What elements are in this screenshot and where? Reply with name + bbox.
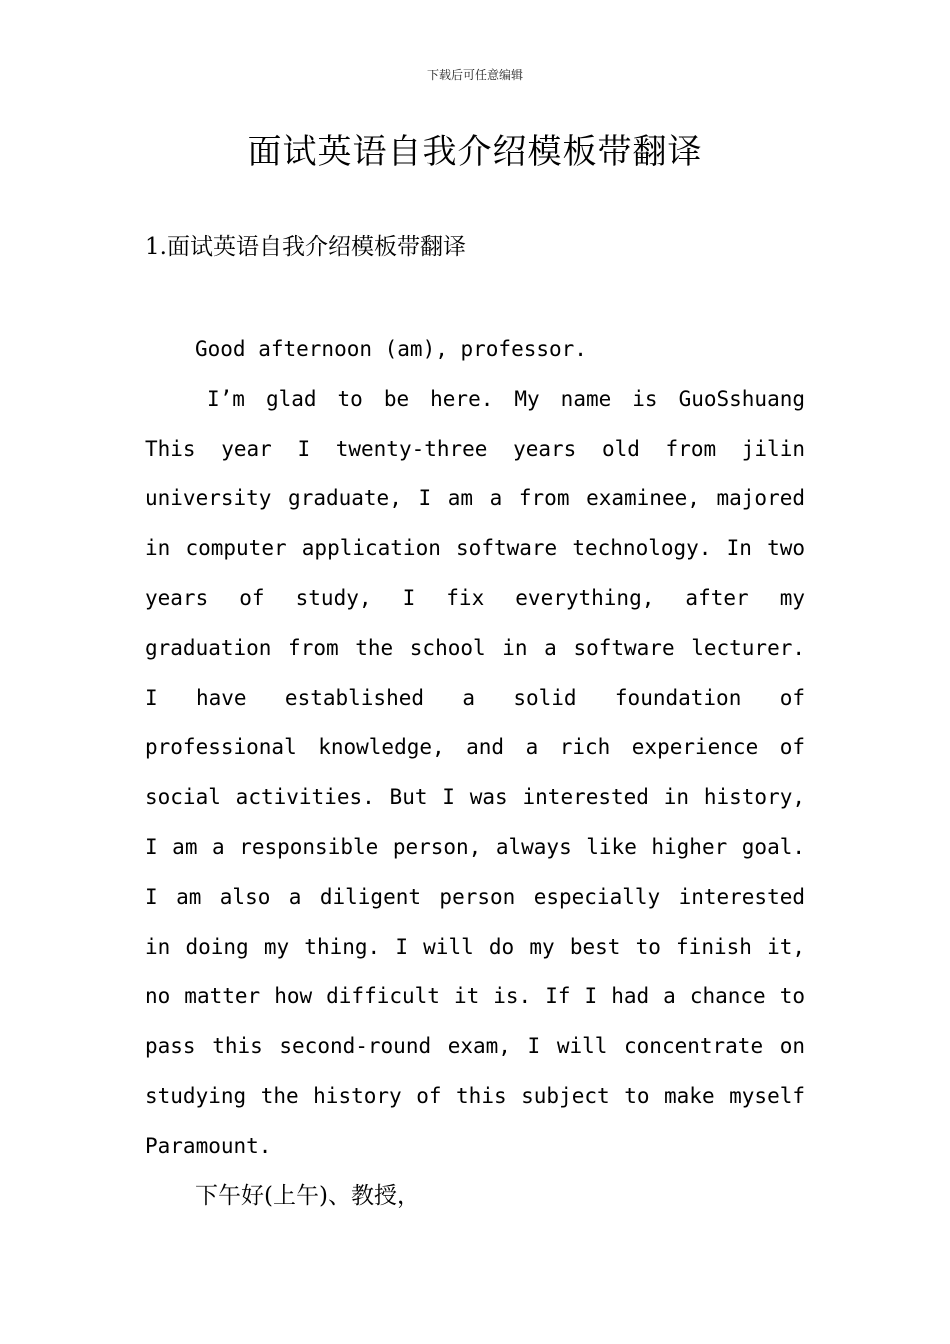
header-note: 下载后可任意编辑	[426, 68, 523, 82]
paragraph-line: This year I twenty-three years old from jilin	[145, 436, 805, 461]
document-title: 面试英语自我介绍模板带翻译	[247, 132, 703, 172]
paragraph-line: I have established a solid foundation of	[145, 685, 805, 710]
section-heading: 1.面试英语自我介绍模板带翻译	[145, 234, 466, 260]
paragraph-line: I am a responsible person, always like higher goal.	[145, 834, 805, 859]
paragraph-line: graduation from the school in a software lecturer.	[145, 635, 805, 660]
paragraph-line: social activities. But I was interested in history,	[145, 785, 805, 810]
paragraph-line: in doing my thing. I will do my best to finish it,	[145, 934, 805, 959]
paragraph-line: university graduate, I am a from examinee, majored	[145, 486, 805, 511]
paragraph-line: I’m glad to be here. My name is GuoSshuang	[207, 386, 805, 411]
document-body	[145, 325, 805, 1221]
english-greeting: Good afternoon (am), professor.	[195, 337, 587, 361]
chinese-greeting: 下午好(上午)、教授，	[195, 1182, 420, 1209]
paragraph-line: years of study, I fix everything, after my	[145, 585, 805, 610]
paragraph-line: professional knowledge, and a rich experience of	[145, 735, 805, 760]
paragraph-line: Paramount.	[145, 1133, 272, 1158]
paragraph-line: studying the history of this subject to make myself	[145, 1083, 805, 1108]
paragraph-line: pass this second-round exam, I will concentrate on	[145, 1034, 805, 1059]
english-self-introduction-paragraph	[145, 375, 805, 1172]
paragraph-line: no matter how difficult it is. If I had a chance to	[145, 984, 805, 1009]
paragraph-line: in computer application software technology. In two	[145, 536, 805, 561]
paragraph-line: I am also a diligent person especially interested	[145, 884, 805, 909]
